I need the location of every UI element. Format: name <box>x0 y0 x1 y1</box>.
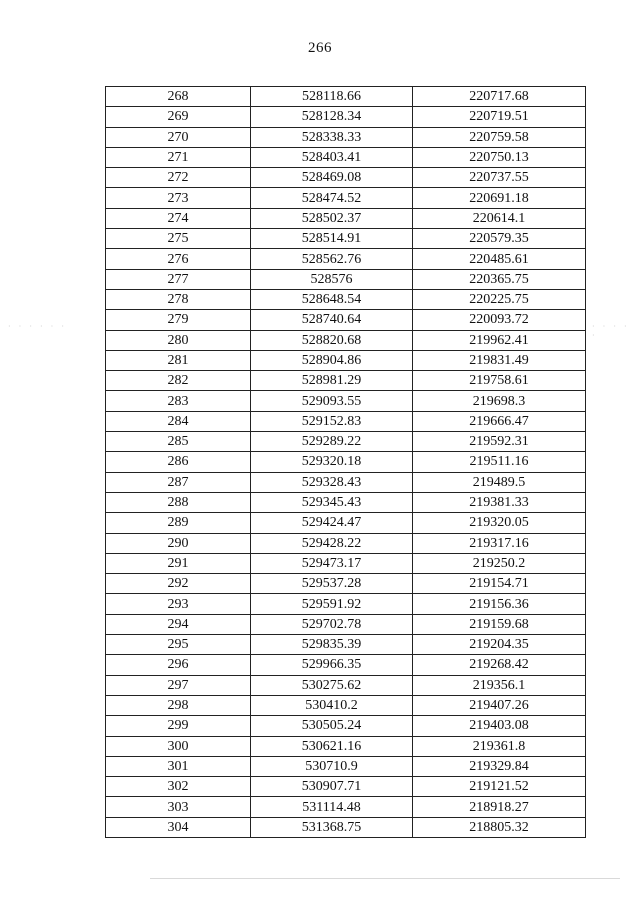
y-coordinate-cell: 219320.05 <box>413 513 586 533</box>
x-coordinate-cell: 530275.62 <box>251 675 413 695</box>
table-row <box>106 533 586 553</box>
y-coordinate-cell: 219204.35 <box>413 635 586 655</box>
point-number-cell: 272 <box>106 168 251 188</box>
point-number-cell: 297 <box>106 675 251 695</box>
point-number-cell: 280 <box>106 330 251 350</box>
y-coordinate-cell: 219403.08 <box>413 716 586 736</box>
table-row <box>106 594 586 614</box>
y-coordinate-cell: 219592.31 <box>413 432 586 452</box>
table-row <box>106 736 586 756</box>
page-number: 266 <box>308 40 332 56</box>
y-coordinate-cell: 219831.49 <box>413 350 586 370</box>
y-coordinate-cell: 220691.18 <box>413 188 586 208</box>
point-number-cell: 270 <box>106 127 251 147</box>
y-coordinate-cell: 219381.33 <box>413 492 586 512</box>
table-row <box>106 87 586 107</box>
y-coordinate-cell: 219268.42 <box>413 655 586 675</box>
y-coordinate-cell: 220717.68 <box>413 87 586 107</box>
table-row <box>106 350 586 370</box>
x-coordinate-cell: 529345.43 <box>251 492 413 512</box>
table-row <box>106 188 586 208</box>
y-coordinate-cell: 220750.13 <box>413 147 586 167</box>
x-coordinate-cell: 530621.16 <box>251 736 413 756</box>
table-row <box>106 208 586 228</box>
point-number-cell: 271 <box>106 147 251 167</box>
point-number-cell: 284 <box>106 411 251 431</box>
y-coordinate-cell: 220614.1 <box>413 208 586 228</box>
table-row <box>106 777 586 797</box>
table-row <box>106 553 586 573</box>
x-coordinate-cell: 528981.29 <box>251 371 413 391</box>
x-coordinate-cell: 529289.22 <box>251 432 413 452</box>
point-number-cell: 286 <box>106 452 251 472</box>
y-coordinate-cell: 220225.75 <box>413 289 586 309</box>
table-row <box>106 168 586 188</box>
point-number-cell: 301 <box>106 756 251 776</box>
x-coordinate-cell: 529320.18 <box>251 452 413 472</box>
y-coordinate-cell: 219489.5 <box>413 472 586 492</box>
y-coordinate-cell: 219666.47 <box>413 411 586 431</box>
y-coordinate-cell: 219407.26 <box>413 695 586 715</box>
x-coordinate-cell: 528469.08 <box>251 168 413 188</box>
point-number-cell: 300 <box>106 736 251 756</box>
y-coordinate-cell: 219121.52 <box>413 777 586 797</box>
x-coordinate-cell: 531368.75 <box>251 817 413 837</box>
point-number-cell: 298 <box>106 695 251 715</box>
x-coordinate-cell: 529591.92 <box>251 594 413 614</box>
point-number-cell: 282 <box>106 371 251 391</box>
table-row <box>106 817 586 837</box>
table-row <box>106 797 586 817</box>
x-coordinate-cell: 528740.64 <box>251 310 413 330</box>
point-number-cell: 296 <box>106 655 251 675</box>
table-row <box>106 655 586 675</box>
point-number-cell: 285 <box>106 432 251 452</box>
point-number-cell: 291 <box>106 553 251 573</box>
table-row <box>106 371 586 391</box>
y-coordinate-cell: 219156.36 <box>413 594 586 614</box>
x-coordinate-cell: 529473.17 <box>251 553 413 573</box>
table-row <box>106 472 586 492</box>
point-number-cell: 304 <box>106 817 251 837</box>
point-number-cell: 278 <box>106 289 251 309</box>
point-number-cell: 302 <box>106 777 251 797</box>
point-number-cell: 277 <box>106 269 251 289</box>
scan-edge-line <box>150 878 620 879</box>
point-number-cell: 288 <box>106 492 251 512</box>
point-number-cell: 269 <box>106 107 251 127</box>
point-number-cell: 281 <box>106 350 251 370</box>
x-coordinate-cell: 529424.47 <box>251 513 413 533</box>
table-row <box>106 432 586 452</box>
point-number-cell: 293 <box>106 594 251 614</box>
point-number-cell: 287 <box>106 472 251 492</box>
y-coordinate-cell: 220737.55 <box>413 168 586 188</box>
x-coordinate-cell: 528128.34 <box>251 107 413 127</box>
y-coordinate-cell: 220485.61 <box>413 249 586 269</box>
x-coordinate-cell: 529093.55 <box>251 391 413 411</box>
x-coordinate-cell: 528502.37 <box>251 208 413 228</box>
x-coordinate-cell: 529702.78 <box>251 614 413 634</box>
x-coordinate-cell: 530410.2 <box>251 695 413 715</box>
table-row <box>106 716 586 736</box>
x-coordinate-cell: 530710.9 <box>251 756 413 776</box>
table-row <box>106 330 586 350</box>
y-coordinate-cell: 219356.1 <box>413 675 586 695</box>
y-coordinate-cell: 219159.68 <box>413 614 586 634</box>
point-number-cell: 276 <box>106 249 251 269</box>
y-coordinate-cell: 219698.3 <box>413 391 586 411</box>
point-number-cell: 279 <box>106 310 251 330</box>
table-row <box>106 107 586 127</box>
x-coordinate-cell: 529428.22 <box>251 533 413 553</box>
point-number-cell: 295 <box>106 635 251 655</box>
table-row <box>106 513 586 533</box>
point-number-cell: 283 <box>106 391 251 411</box>
table-row <box>106 147 586 167</box>
x-coordinate-cell: 529328.43 <box>251 472 413 492</box>
point-number-cell: 268 <box>106 87 251 107</box>
scan-artifact: · · · · · <box>592 322 630 340</box>
point-number-cell: 299 <box>106 716 251 736</box>
y-coordinate-cell: 219317.16 <box>413 533 586 553</box>
table-row <box>106 452 586 472</box>
y-coordinate-cell: 219329.84 <box>413 756 586 776</box>
table-row <box>106 695 586 715</box>
table-row <box>106 492 586 512</box>
y-coordinate-cell: 219250.2 <box>413 553 586 573</box>
y-coordinate-cell: 219361.8 <box>413 736 586 756</box>
x-coordinate-cell: 528514.91 <box>251 229 413 249</box>
table-row <box>106 310 586 330</box>
point-number-cell: 303 <box>106 797 251 817</box>
x-coordinate-cell: 530907.71 <box>251 777 413 797</box>
y-coordinate-cell: 219511.16 <box>413 452 586 472</box>
y-coordinate-cell: 220365.75 <box>413 269 586 289</box>
table-row <box>106 635 586 655</box>
table-row <box>106 249 586 269</box>
point-number-cell: 274 <box>106 208 251 228</box>
y-coordinate-cell: 218805.32 <box>413 817 586 837</box>
scan-artifact: · · · · · · <box>8 322 67 331</box>
x-coordinate-cell: 528904.86 <box>251 350 413 370</box>
table-row <box>106 614 586 634</box>
point-number-cell: 294 <box>106 614 251 634</box>
x-coordinate-cell: 528338.33 <box>251 127 413 147</box>
y-coordinate-cell: 220579.35 <box>413 229 586 249</box>
y-coordinate-cell: 219154.71 <box>413 574 586 594</box>
x-coordinate-cell: 531114.48 <box>251 797 413 817</box>
y-coordinate-cell: 220719.51 <box>413 107 586 127</box>
table-row <box>106 127 586 147</box>
table-row <box>106 411 586 431</box>
y-coordinate-cell: 219962.41 <box>413 330 586 350</box>
y-coordinate-cell: 218918.27 <box>413 797 586 817</box>
x-coordinate-cell: 529966.35 <box>251 655 413 675</box>
y-coordinate-cell: 220759.58 <box>413 127 586 147</box>
point-number-cell: 290 <box>106 533 251 553</box>
x-coordinate-cell: 528118.66 <box>251 87 413 107</box>
x-coordinate-cell: 529835.39 <box>251 635 413 655</box>
table-row <box>106 675 586 695</box>
x-coordinate-cell: 528474.52 <box>251 188 413 208</box>
point-number-cell: 273 <box>106 188 251 208</box>
table-row <box>106 756 586 776</box>
table-row <box>106 269 586 289</box>
x-coordinate-cell: 530505.24 <box>251 716 413 736</box>
table-row <box>106 391 586 411</box>
x-coordinate-cell: 529152.83 <box>251 411 413 431</box>
table-row <box>106 289 586 309</box>
y-coordinate-cell: 220093.72 <box>413 310 586 330</box>
x-coordinate-cell: 528648.54 <box>251 289 413 309</box>
x-coordinate-cell: 528403.41 <box>251 147 413 167</box>
table-row <box>106 574 586 594</box>
coordinates-table <box>105 86 586 838</box>
point-number-cell: 289 <box>106 513 251 533</box>
point-number-cell: 292 <box>106 574 251 594</box>
point-number-cell: 275 <box>106 229 251 249</box>
y-coordinate-cell: 219758.61 <box>413 371 586 391</box>
table-row <box>106 229 586 249</box>
x-coordinate-cell: 528820.68 <box>251 330 413 350</box>
x-coordinate-cell: 528576 <box>251 269 413 289</box>
x-coordinate-cell: 529537.28 <box>251 574 413 594</box>
x-coordinate-cell: 528562.76 <box>251 249 413 269</box>
coordinates-table-body <box>106 87 586 838</box>
